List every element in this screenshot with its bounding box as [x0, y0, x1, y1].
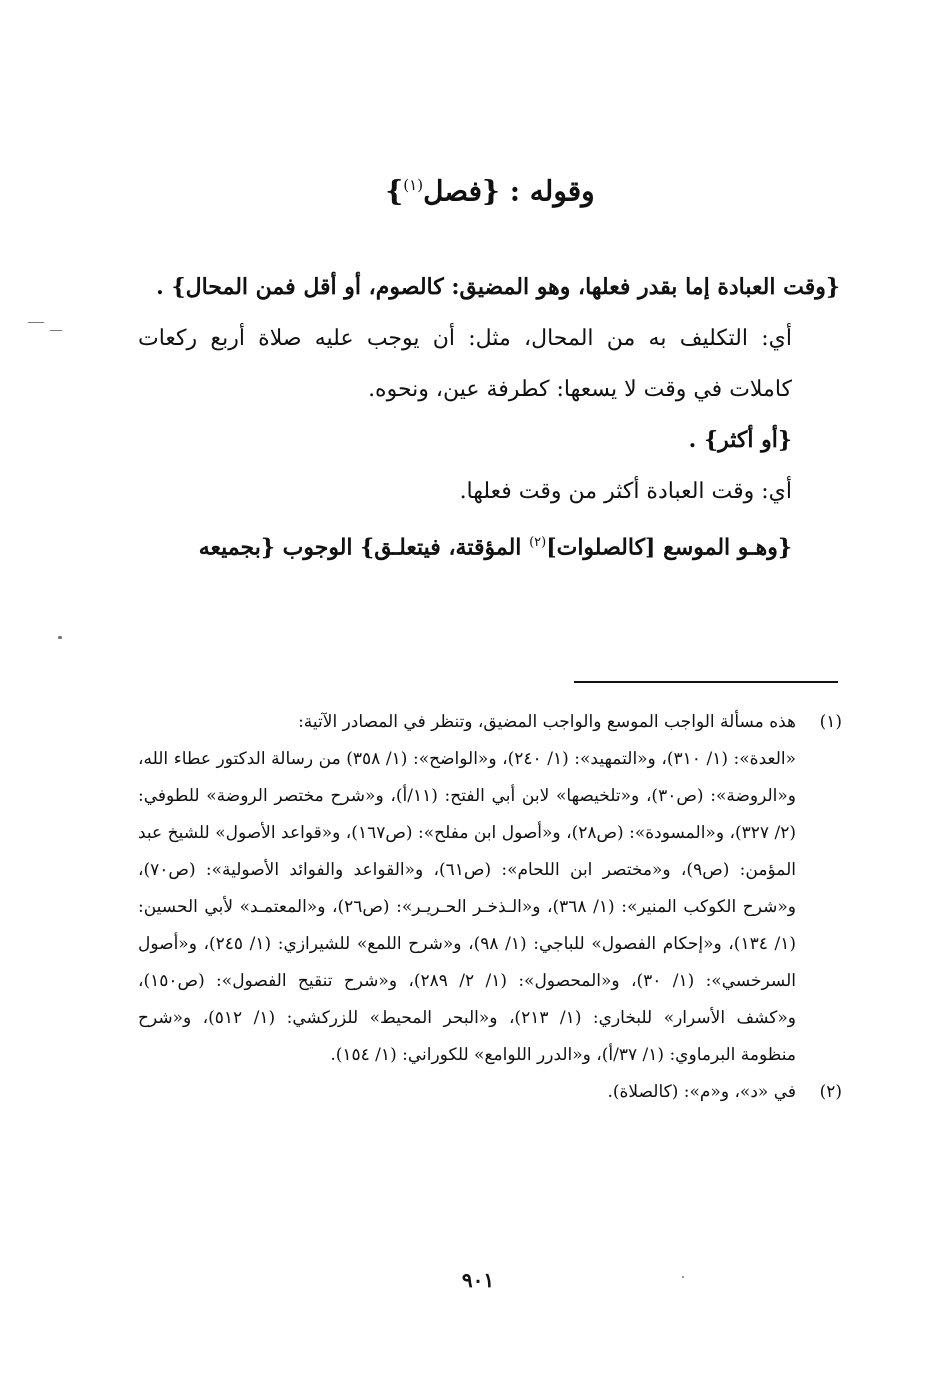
footnote-separator	[574, 681, 838, 683]
footnotes	[138, 704, 842, 1111]
scan-speck	[28, 322, 44, 323]
footnote-line: في «د»، و«م»: (كالصلاة).	[607, 1082, 796, 1102]
main-paragraph-5	[138, 517, 840, 573]
footnote-2	[138, 1074, 842, 1111]
main-paragraph-3: {أو أكثر} .	[688, 427, 792, 453]
main-footnote-ref-2: (٢)	[529, 535, 547, 550]
heading-word: فصل	[423, 174, 482, 208]
main-paragraph-5-end: المؤقتة، فيتعلـق} الوجوب {بجميعه	[198, 534, 530, 561]
footnote-1	[138, 704, 842, 1074]
footnote-number: (١)	[819, 712, 842, 732]
main-paragraph-2: أي: التكليف به من المحال، مثل: أن يوجب عليه صلاة أربع ركعات كاملات في وقت لا يسعها: كطرفة عين، ونحوه.	[138, 326, 792, 402]
footnote-number: (٢)	[819, 1082, 842, 1102]
main-text	[138, 262, 840, 573]
footnote-line: «العدة»: (١/ ٣١٠)، و«التمهيد»: (١/ ٢٤٠)، و«الواضح»: (١/ ٣٥٨) من رسالة الدكتور عطاء الله، و«الروضة»: (ص٣٠)، و«تلخيصها» لابن أبي الفتح: (١١/أ)، و«شرح مختصر الروضة» للطوفي: (٢/ ٣٢٧)، و«المسودة»: (ص٢٨)، و«أصول ابن مفلح»: (ص١٦٧)، و«قواعد الأصول» للشيخ عبد المؤمن: (ص٩)، و«مختصر ابن اللحام»: (ص٦١)، و«القواعد والفوائد الأصولية»: (ص٧٠)، و«شرح الكوكب المنير»: (١/ ٣٦٨)، و«الـذخـر الحـريـر»: (ص٢٦)، و«المعتمـد» لأبي الحسين: (١/ ١٣٤)، و«إحكام الفصول» للباجي: (١/ ٩٨)، و«شرح اللمع» للشيرازي: (١/ ٢٤٥)، و«أصول السرخسي»: (١/ ٣٠)، و«المحصول»: (١/ ٢/ ٢٨٩)، و«شرح تنقيح الفصول»: (ص١٥٠)، و«كشف الأسرار» للبخاري: (١/ ٢١٣)، و«البحر المحيط» للزركشي: (١/ ٥١٢)، و«شرح منظومة البرماوي: (١/ ٣٧/أ)، و«الدرر اللوامع» للكوراني: (١/ ١٥٤).	[138, 749, 797, 1065]
heading-suffix: }	[385, 174, 404, 208]
scan-speck	[58, 636, 62, 639]
page-number: ٩٠١	[461, 1268, 495, 1292]
scan-speck	[682, 1276, 684, 1278]
scan-speck	[50, 330, 62, 331]
heading-footnote-ref: (١)	[403, 176, 424, 194]
main-paragraph-5-start: {وهـو الموسع [كالصلوات]	[546, 534, 792, 561]
section-heading	[140, 160, 840, 216]
main-paragraph-4: أي: وقت العبادة أكثر من وقت فعلها.	[459, 479, 792, 504]
main-paragraph-1: {وقت العبادة إما بقدر فعلها، وهو المضيق: كالصوم، أو أقل فمن المحال} .	[156, 274, 840, 300]
footnote-line: هذه مسألة الواجب الموسع والواجب المضيق، وتنظر في المصادر الآتية:	[298, 712, 796, 732]
heading-prefix: وقوله : {	[481, 174, 595, 208]
